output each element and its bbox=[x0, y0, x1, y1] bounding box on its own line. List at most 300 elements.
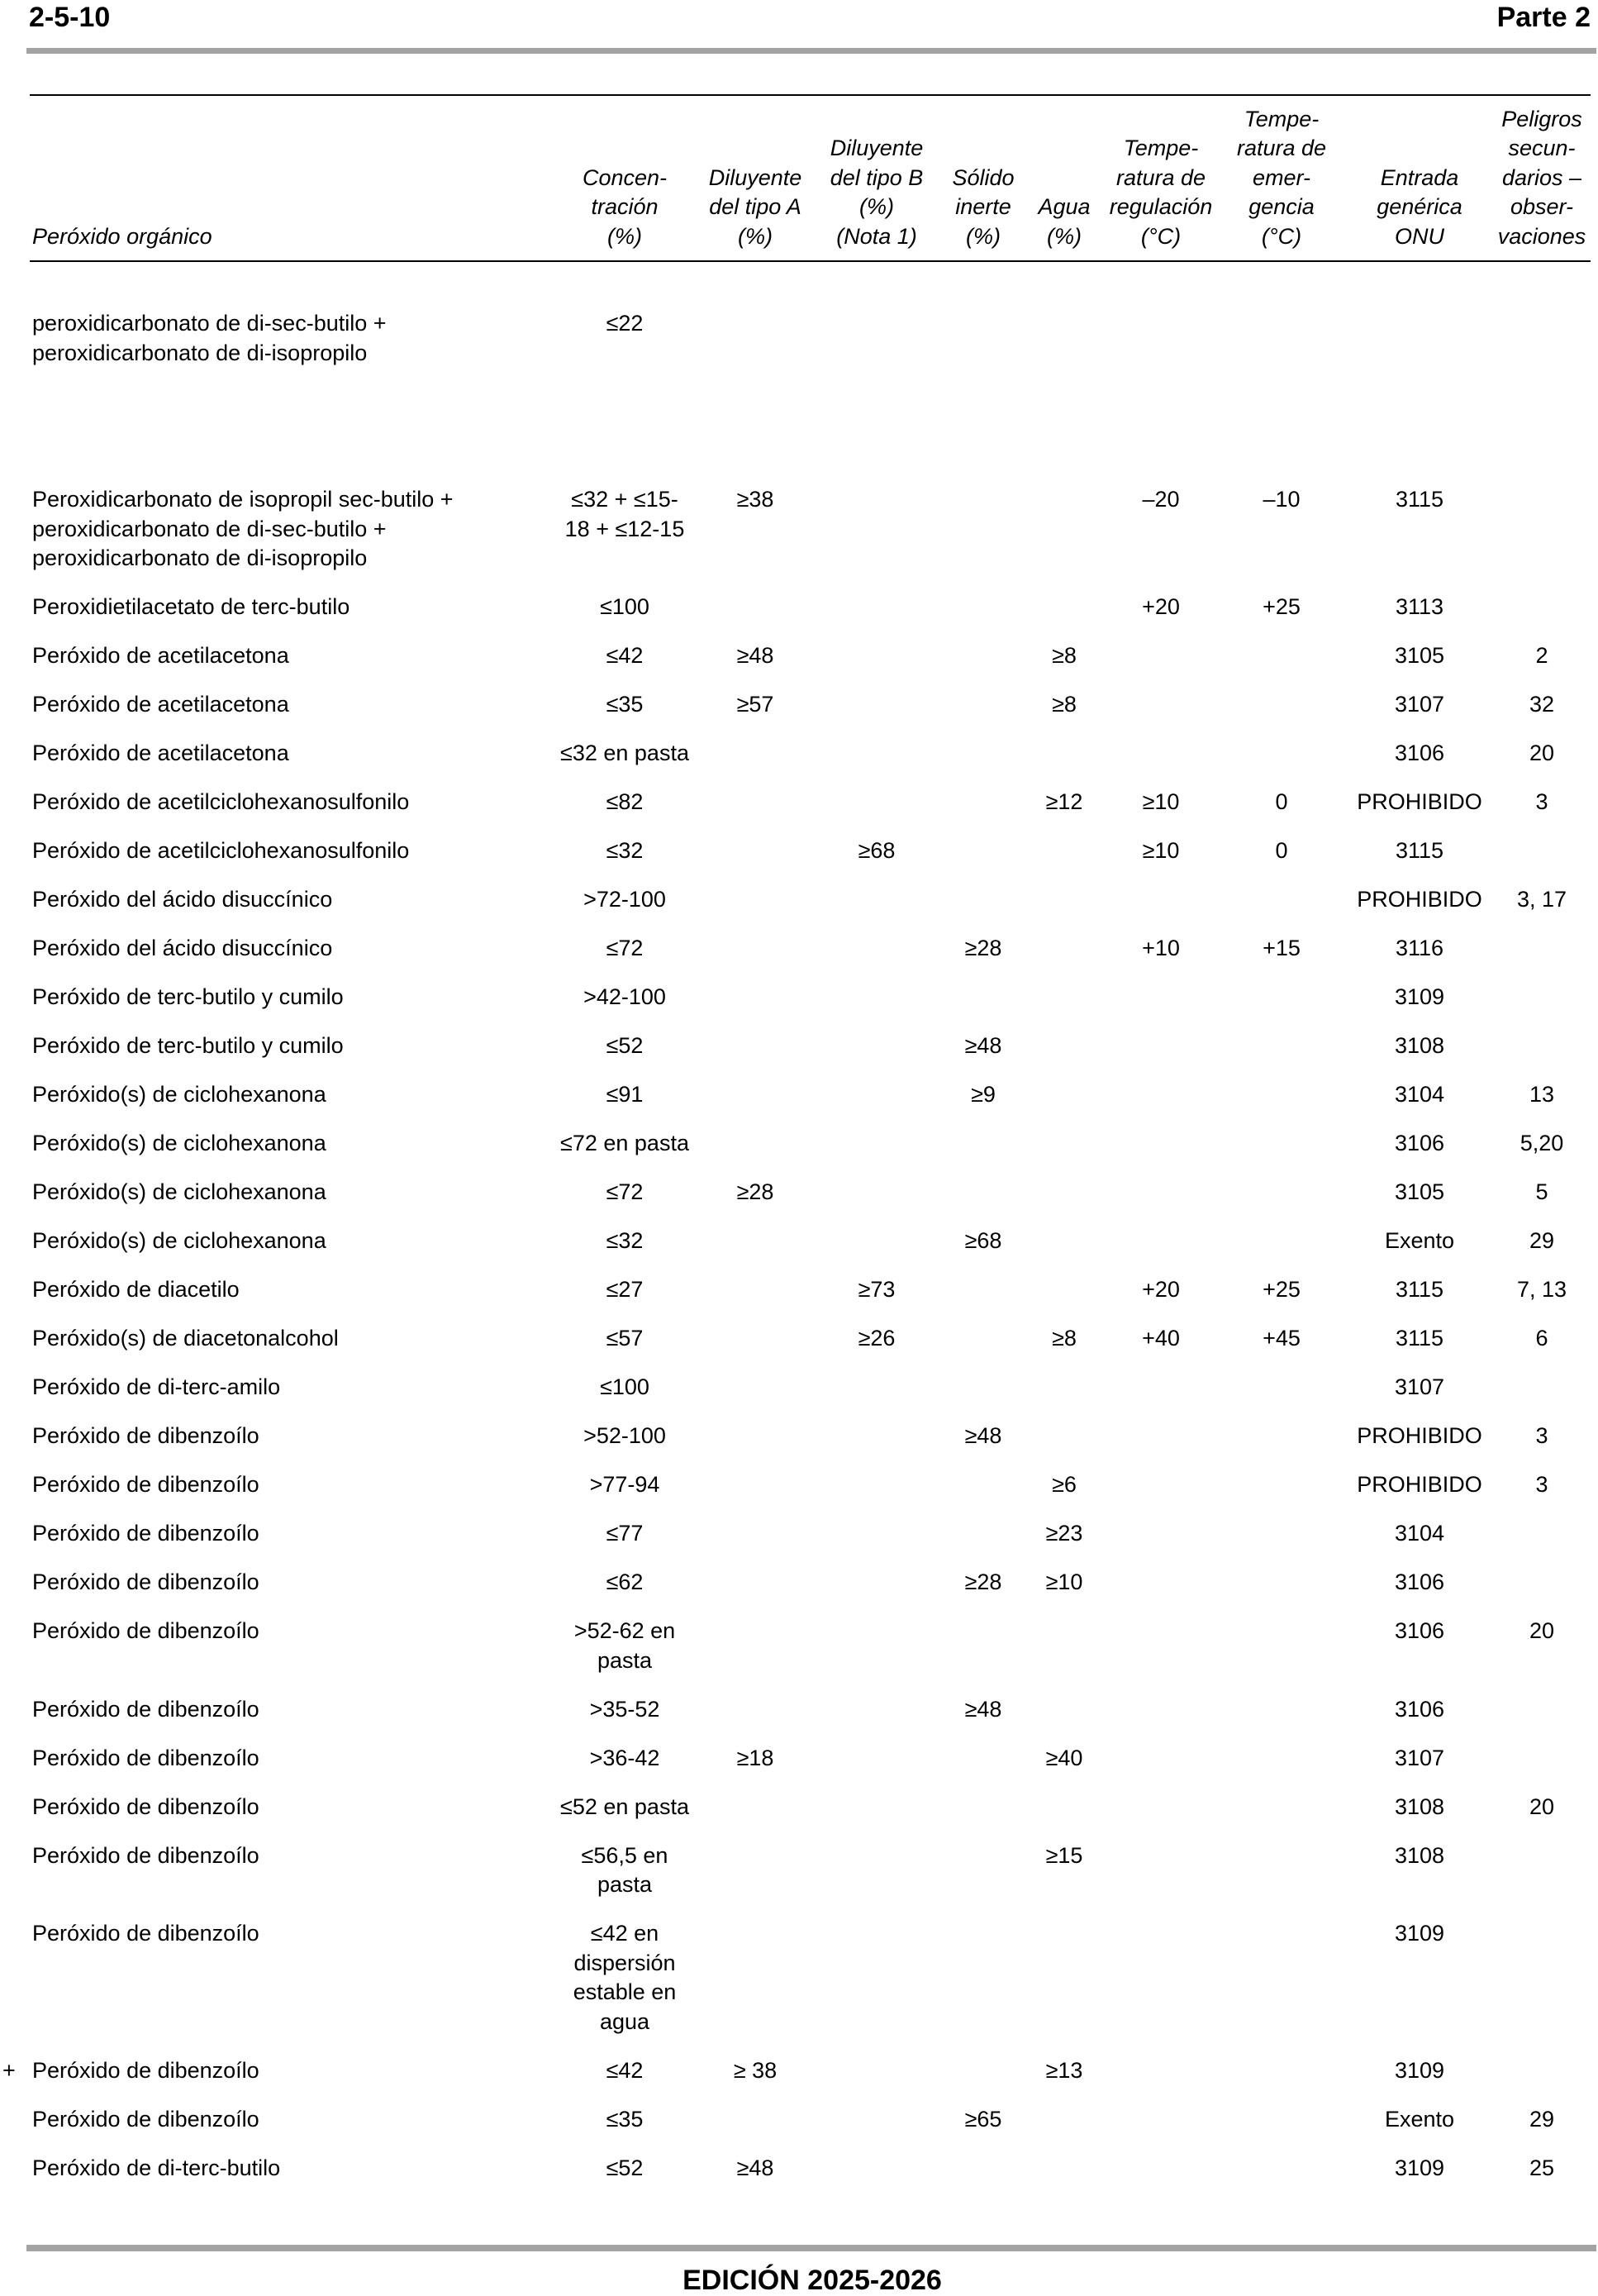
cell-diluent-type-b bbox=[811, 2056, 942, 2086]
cell-diluent-type-b bbox=[811, 1519, 942, 1549]
cell-concentration: >36-42 bbox=[589, 1745, 660, 1770]
cell-concentration: ≤91 bbox=[606, 1082, 644, 1107]
table-row bbox=[30, 1373, 1590, 1422]
cell-un-generic-entry: 3113 bbox=[1395, 594, 1444, 619]
cell-control-temperature: ≥10 bbox=[1142, 838, 1180, 863]
cell-organic-peroxide: peroxidicarbonato de di-sec-butilo + peroxidicarbonato de di-isopropilo bbox=[32, 311, 387, 365]
cell-inert-solid bbox=[942, 2056, 1025, 2086]
cell-diluent-type-a bbox=[699, 1227, 811, 1256]
cell-un-generic-entry: 3105 bbox=[1394, 1179, 1445, 1204]
column-header-un-generic-entry: Entrada genérica ONU bbox=[1377, 164, 1462, 249]
cell-diluent-type-b: ≥68 bbox=[858, 838, 896, 863]
cell-organic-peroxide: Peróxido del ácido disuccínico bbox=[32, 887, 333, 912]
cell-diluent-type-a bbox=[699, 983, 811, 1012]
cell-diluent-type-b: ≥73 bbox=[858, 1277, 896, 1302]
cell-diluent-type-a bbox=[699, 1031, 811, 1061]
cell-inert-solid: ≥48 bbox=[964, 1423, 1002, 1448]
cell-emergency-temperature: –10 bbox=[1263, 487, 1301, 512]
cell-emergency-temperature: +45 bbox=[1263, 1326, 1301, 1350]
cell-diluent-type-a bbox=[699, 2105, 811, 2135]
cell-diluent-type-b bbox=[811, 885, 942, 915]
cell-subsidiary-hazards-remarks: 2 bbox=[1535, 643, 1548, 668]
cell-control-temperature: +20 bbox=[1142, 1277, 1180, 1302]
column-header-inert-solid: Sólido inerte (%) bbox=[952, 164, 1015, 249]
cell-concentration: ≤56,5 en pasta bbox=[581, 1842, 668, 1897]
footer-divider bbox=[26, 2245, 1596, 2251]
cell-un-generic-entry: 3115 bbox=[1395, 487, 1444, 512]
cell-water: ≥8 bbox=[1052, 643, 1077, 668]
revision-marker: + bbox=[2, 2057, 16, 2083]
cell-inert-solid bbox=[942, 1744, 1025, 1774]
cell-inert-solid bbox=[942, 1470, 1025, 1500]
cell-subsidiary-hazards-remarks bbox=[1494, 1519, 1590, 1549]
cell-water: ≥10 bbox=[1045, 1570, 1083, 1594]
cell-un-generic-entry: 3106 bbox=[1394, 1131, 1445, 1155]
cell-un-generic-entry: 3109 bbox=[1394, 1921, 1445, 1946]
cell-organic-peroxide: Peróxido de acetilciclohexanosulfonilo bbox=[32, 838, 410, 863]
cell-inert-solid bbox=[942, 1178, 1025, 1208]
cell-un-generic-entry: 3108 bbox=[1394, 1033, 1445, 1058]
table-row bbox=[30, 1470, 1590, 1519]
cell-inert-solid bbox=[942, 1373, 1025, 1403]
cell-water: ≥8 bbox=[1052, 692, 1077, 717]
cell-un-generic-entry: 3115 bbox=[1395, 1326, 1444, 1350]
cell-diluent-type-a bbox=[699, 934, 811, 964]
cell-subsidiary-hazards-remarks bbox=[1494, 1695, 1590, 1725]
cell-diluent-type-a bbox=[699, 1373, 811, 1403]
cell-diluent-type-b bbox=[811, 1919, 942, 2036]
cell-diluent-type-b bbox=[811, 1178, 942, 1208]
table-row bbox=[30, 1695, 1590, 1744]
cell-control-temperature: +10 bbox=[1142, 936, 1180, 960]
cell-un-generic-entry: Exento bbox=[1384, 2106, 1455, 2132]
cell-un-generic-entry: 3108 bbox=[1394, 1793, 1445, 1819]
table-row bbox=[30, 690, 1590, 739]
cell-un-generic-entry: PROHIBIDO bbox=[1357, 789, 1482, 814]
cell-organic-peroxide: Peróxido(s) de diacetonalcohol bbox=[32, 1326, 339, 1350]
table-row bbox=[30, 1275, 1590, 1324]
cell-subsidiary-hazards-remarks bbox=[1494, 1373, 1590, 1403]
cell-un-generic-entry: 3106 bbox=[1394, 1570, 1445, 1594]
cell-water bbox=[1025, 1793, 1104, 1822]
cell-diluent-type-a: ≥18 bbox=[736, 1745, 774, 1770]
cell-concentration: ≤42 bbox=[606, 643, 644, 668]
table-row bbox=[30, 934, 1590, 983]
cell-water bbox=[1025, 1275, 1104, 1305]
cell-subsidiary-hazards-remarks: 3, 17 bbox=[1516, 887, 1567, 912]
table-row bbox=[2, 2056, 1590, 2105]
cell-un-generic-entry: 3109 bbox=[1394, 984, 1445, 1009]
cell-control-temperature bbox=[1104, 1568, 1218, 1598]
cell-control-temperature bbox=[1104, 739, 1218, 769]
cell-control-temperature: +20 bbox=[1142, 594, 1180, 619]
cell-control-temperature bbox=[1104, 1178, 1218, 1208]
cell-diluent-type-b bbox=[811, 1744, 942, 1774]
cell-organic-peroxide: Peróxido de acetilacetona bbox=[32, 741, 289, 765]
cell-control-temperature bbox=[1104, 1617, 1218, 1675]
cell-emergency-temperature: +15 bbox=[1263, 936, 1301, 960]
cell-diluent-type-b bbox=[811, 1080, 942, 1110]
cell-inert-solid bbox=[942, 885, 1025, 915]
cell-diluent-type-b bbox=[811, 1695, 942, 1725]
cell-organic-peroxide: Peróxido de dibenzoílo bbox=[32, 1472, 259, 1497]
cell-control-temperature bbox=[1104, 1080, 1218, 1110]
cell-emergency-temperature: +25 bbox=[1263, 1277, 1301, 1302]
cell-subsidiary-hazards-remarks: 5,20 bbox=[1520, 1131, 1564, 1155]
cell-water bbox=[1025, 1373, 1104, 1403]
cell-diluent-type-b bbox=[811, 1031, 942, 1061]
cell-subsidiary-hazards-remarks bbox=[1494, 1744, 1590, 1774]
cell-diluent-type-a bbox=[699, 788, 811, 817]
cell-organic-peroxide: Peróxido de dibenzoílo bbox=[32, 1793, 259, 1819]
cell-concentration: ≤35 bbox=[606, 2106, 644, 2132]
cell-concentration: ≤52 bbox=[606, 2155, 644, 2180]
cell-inert-solid: ≥9 bbox=[971, 1082, 996, 1107]
cell-organic-peroxide: Peróxido de dibenzoílo bbox=[32, 1745, 259, 1770]
cell-concentration: ≤62 bbox=[606, 1570, 644, 1594]
cell-diluent-type-a bbox=[699, 1568, 811, 1598]
cell-water: ≥13 bbox=[1045, 2057, 1083, 2083]
cell-emergency-temperature bbox=[1218, 739, 1345, 769]
column-header-row bbox=[30, 97, 1590, 251]
cell-control-temperature bbox=[1104, 641, 1218, 671]
cell-organic-peroxide: Peróxido(s) de ciclohexanona bbox=[32, 1228, 326, 1253]
cell-inert-solid bbox=[942, 690, 1025, 720]
table-row bbox=[30, 836, 1590, 885]
cell-water: ≥8 bbox=[1052, 1326, 1077, 1350]
cell-un-generic-entry: 3107 bbox=[1394, 1374, 1445, 1399]
cell-diluent-type-b bbox=[811, 593, 942, 622]
cell-organic-peroxide: Peróxido de dibenzoílo bbox=[32, 1921, 259, 1946]
cell-diluent-type-b bbox=[811, 1422, 942, 1451]
cell-un-generic-entry: 3105 bbox=[1394, 643, 1445, 668]
table-row bbox=[30, 2154, 1590, 2203]
cell-inert-solid bbox=[942, 739, 1025, 769]
cell-water bbox=[1025, 2105, 1104, 2135]
cell-diluent-type-b bbox=[811, 1568, 942, 1598]
cell-organic-peroxide: Peróxido de di-terc-amilo bbox=[32, 1374, 281, 1399]
cell-concentration: >72-100 bbox=[583, 887, 666, 912]
cell-un-generic-entry: 3116 bbox=[1395, 936, 1444, 960]
cell-emergency-temperature bbox=[1218, 1470, 1345, 1500]
cell-diluent-type-a bbox=[699, 1617, 811, 1675]
cell-emergency-temperature bbox=[1218, 2105, 1345, 2135]
cell-water bbox=[1025, 593, 1104, 622]
cell-un-generic-entry: 3106 bbox=[1394, 741, 1445, 765]
cell-diluent-type-a: ≥38 bbox=[736, 487, 774, 512]
cell-subsidiary-hazards-remarks bbox=[1494, 983, 1590, 1012]
cell-diluent-type-a bbox=[699, 1324, 811, 1354]
cell-concentration: ≤57 bbox=[606, 1326, 644, 1350]
cell-control-temperature: –20 bbox=[1142, 487, 1180, 512]
cell-control-temperature bbox=[1104, 1793, 1218, 1822]
cell-organic-peroxide: Peróxido(s) de ciclohexanona bbox=[32, 1179, 326, 1204]
cell-concentration: >52-62 en pasta bbox=[573, 1618, 676, 1673]
cell-control-temperature bbox=[1104, 2154, 1218, 2184]
cell-concentration: ≤32 bbox=[606, 1228, 644, 1253]
cell-water bbox=[1025, 1617, 1104, 1675]
table-row bbox=[30, 1519, 1590, 1568]
cell-subsidiary-hazards-remarks bbox=[1494, 1568, 1590, 1598]
cell-control-temperature bbox=[1104, 1695, 1218, 1725]
cell-emergency-temperature bbox=[1218, 690, 1345, 720]
column-header-emergency-temperature: Tempe- ratura de emer- gencia (°C) bbox=[1236, 106, 1327, 249]
cell-control-temperature bbox=[1104, 983, 1218, 1012]
cell-inert-solid bbox=[942, 1841, 1025, 1900]
cell-water bbox=[1025, 1227, 1104, 1256]
cell-emergency-temperature: 0 bbox=[1275, 838, 1288, 863]
cell-organic-peroxide: Peróxido de dibenzoílo bbox=[32, 1521, 259, 1546]
cell-control-temperature bbox=[1104, 885, 1218, 915]
cell-diluent-type-b bbox=[811, 788, 942, 817]
cell-concentration: >42-100 bbox=[583, 984, 666, 1009]
table-row bbox=[30, 1031, 1590, 1080]
cell-control-temperature bbox=[1104, 1422, 1218, 1451]
cell-subsidiary-hazards-remarks: 7, 13 bbox=[1516, 1277, 1567, 1302]
cell-diluent-type-b bbox=[811, 1470, 942, 1500]
cell-emergency-temperature: +25 bbox=[1263, 594, 1301, 619]
cell-diluent-type-b bbox=[811, 1841, 942, 1900]
table-row bbox=[30, 2105, 1590, 2154]
column-header-water: Agua (%) bbox=[1038, 194, 1091, 249]
cell-subsidiary-hazards-remarks: 20 bbox=[1529, 1618, 1555, 1643]
cell-organic-peroxide: Peróxido(s) de ciclohexanona bbox=[32, 1131, 326, 1155]
column-header-subsidiary-hazards-remarks: Peligros secun- darios – obser- vaciones bbox=[1497, 106, 1586, 249]
cell-diluent-type-b bbox=[811, 1373, 942, 1403]
cell-subsidiary-hazards-remarks bbox=[1494, 309, 1590, 368]
table-row bbox=[30, 788, 1590, 836]
cell-subsidiary-hazards-remarks: 3 bbox=[1535, 1472, 1548, 1497]
cell-concentration: ≤72 bbox=[606, 1179, 644, 1204]
cell-water bbox=[1025, 1422, 1104, 1451]
cell-subsidiary-hazards-remarks: 29 bbox=[1529, 1228, 1555, 1253]
table-header-rule bbox=[30, 260, 1591, 262]
cell-subsidiary-hazards-remarks: 5 bbox=[1535, 1179, 1548, 1204]
cell-inert-solid: ≥28 bbox=[964, 936, 1002, 960]
header-divider bbox=[26, 48, 1596, 54]
cell-inert-solid bbox=[942, 1793, 1025, 1822]
cell-diluent-type-a bbox=[699, 1695, 811, 1725]
cell-organic-peroxide: Peróxido de diacetilo bbox=[32, 1277, 240, 1302]
cell-un-generic-entry: 3106 bbox=[1394, 1618, 1445, 1643]
cell-control-temperature bbox=[1104, 2105, 1218, 2135]
cell-subsidiary-hazards-remarks bbox=[1494, 1841, 1590, 1900]
cell-inert-solid bbox=[942, 593, 1025, 622]
cell-water bbox=[1025, 1129, 1104, 1159]
cell-subsidiary-hazards-remarks bbox=[1494, 2056, 1590, 2086]
cell-un-generic-entry: Exento bbox=[1384, 1228, 1455, 1253]
cell-inert-solid bbox=[942, 309, 1025, 368]
cell-subsidiary-hazards-remarks: 29 bbox=[1529, 2106, 1555, 2132]
cell-control-temperature bbox=[1104, 1841, 1218, 1900]
cell-water bbox=[1025, 885, 1104, 915]
cell-diluent-type-a: ≥57 bbox=[736, 692, 774, 717]
cell-water bbox=[1025, 836, 1104, 866]
table-row bbox=[30, 485, 1590, 593]
cell-emergency-temperature bbox=[1218, 2056, 1345, 2086]
cell-diluent-type-a bbox=[699, 1470, 811, 1500]
cell-diluent-type-a bbox=[699, 1519, 811, 1549]
cell-concentration: >77-94 bbox=[589, 1472, 660, 1497]
cell-organic-peroxide: Peróxido de terc-butilo y cumilo bbox=[32, 1033, 344, 1058]
cell-emergency-temperature bbox=[1218, 1080, 1345, 1110]
table-row bbox=[30, 1227, 1590, 1275]
cell-inert-solid bbox=[942, 983, 1025, 1012]
cell-subsidiary-hazards-remarks: 6 bbox=[1535, 1326, 1548, 1350]
table-body bbox=[2, 309, 1590, 2203]
cell-water bbox=[1025, 739, 1104, 769]
cell-diluent-type-a bbox=[699, 836, 811, 866]
table-row bbox=[30, 739, 1590, 788]
cell-control-temperature bbox=[1104, 1129, 1218, 1159]
cell-un-generic-entry bbox=[1345, 309, 1494, 368]
cell-emergency-temperature bbox=[1218, 1031, 1345, 1061]
cell-diluent-type-a: ≥28 bbox=[736, 1179, 774, 1204]
cell-diluent-type-a bbox=[699, 1422, 811, 1451]
cell-diluent-type-a bbox=[699, 309, 811, 368]
cell-water bbox=[1025, 1080, 1104, 1110]
cell-control-temperature bbox=[1104, 1373, 1218, 1403]
cell-inert-solid: ≥65 bbox=[964, 2106, 1002, 2132]
cell-diluent-type-a: ≥48 bbox=[736, 643, 774, 668]
cell-inert-solid: ≥48 bbox=[964, 1033, 1002, 1058]
cell-emergency-temperature bbox=[1218, 2154, 1345, 2184]
table-row bbox=[30, 1793, 1590, 1841]
cell-water bbox=[1025, 934, 1104, 964]
table-row bbox=[30, 593, 1590, 641]
cell-water bbox=[1025, 983, 1104, 1012]
cell-inert-solid bbox=[942, 1275, 1025, 1305]
cell-diluent-type-a bbox=[699, 1080, 811, 1110]
cell-subsidiary-hazards-remarks: 3 bbox=[1535, 789, 1548, 814]
cell-emergency-temperature bbox=[1218, 1129, 1345, 1159]
table-row bbox=[30, 1617, 1590, 1695]
table-row bbox=[30, 1129, 1590, 1178]
cell-organic-peroxide: Peróxido de dibenzoílo bbox=[32, 1696, 259, 1722]
cell-emergency-temperature bbox=[1218, 1422, 1345, 1451]
cell-inert-solid bbox=[942, 641, 1025, 671]
cell-inert-solid: ≥28 bbox=[964, 1570, 1002, 1594]
cell-concentration: ≤52 bbox=[606, 1033, 644, 1058]
cell-water: ≥15 bbox=[1045, 1842, 1083, 1868]
cell-emergency-temperature bbox=[1218, 1919, 1345, 2036]
cell-subsidiary-hazards-remarks bbox=[1494, 593, 1590, 622]
table-row bbox=[30, 885, 1590, 934]
cell-diluent-type-b bbox=[811, 739, 942, 769]
cell-inert-solid bbox=[942, 836, 1025, 866]
cell-diluent-type-b: ≥26 bbox=[858, 1326, 896, 1350]
table-row bbox=[30, 1178, 1590, 1227]
cell-subsidiary-hazards-remarks bbox=[1494, 485, 1590, 574]
cell-concentration: ≤100 bbox=[600, 1374, 649, 1399]
cell-diluent-type-b bbox=[811, 1793, 942, 1822]
cell-control-temperature: ≥10 bbox=[1142, 789, 1180, 814]
table-top-rule bbox=[30, 94, 1591, 96]
cell-diluent-type-b bbox=[811, 485, 942, 574]
cell-inert-solid bbox=[942, 485, 1025, 574]
cell-inert-solid bbox=[942, 1919, 1025, 2036]
cell-organic-peroxide: Peróxido de dibenzoílo bbox=[32, 2057, 259, 2083]
cell-diluent-type-b bbox=[811, 934, 942, 964]
cell-inert-solid bbox=[942, 1129, 1025, 1159]
cell-emergency-temperature bbox=[1218, 885, 1345, 915]
cell-emergency-temperature bbox=[1218, 1568, 1345, 1598]
cell-diluent-type-a bbox=[699, 1275, 811, 1305]
cell-water: ≥12 bbox=[1045, 789, 1083, 814]
cell-organic-peroxide: Peróxido de acetilciclohexanosulfonilo bbox=[32, 789, 410, 814]
cell-un-generic-entry: 3106 bbox=[1394, 1696, 1445, 1722]
cell-emergency-temperature: 0 bbox=[1275, 789, 1288, 814]
column-header-organic-peroxide: Peróxido orgánico bbox=[32, 223, 212, 249]
cell-emergency-temperature bbox=[1218, 1841, 1345, 1900]
cell-subsidiary-hazards-remarks: 20 bbox=[1529, 741, 1555, 765]
cell-subsidiary-hazards-remarks: 13 bbox=[1529, 1082, 1555, 1107]
cell-water bbox=[1025, 309, 1104, 368]
cell-emergency-temperature bbox=[1218, 1617, 1345, 1675]
cell-concentration: >35-52 bbox=[589, 1696, 660, 1722]
table-row bbox=[30, 1744, 1590, 1793]
cell-concentration: ≤32 en pasta bbox=[560, 741, 689, 765]
cell-emergency-temperature bbox=[1218, 1744, 1345, 1774]
cell-concentration: >52-100 bbox=[583, 1423, 666, 1448]
cell-subsidiary-hazards-remarks bbox=[1494, 836, 1590, 866]
cell-diluent-type-b bbox=[811, 641, 942, 671]
cell-diluent-type-b bbox=[811, 1617, 942, 1675]
cell-control-temperature bbox=[1104, 1744, 1218, 1774]
cell-water: ≥6 bbox=[1052, 1472, 1077, 1497]
cell-control-temperature bbox=[1104, 309, 1218, 368]
cell-inert-solid bbox=[942, 1519, 1025, 1549]
column-header-diluent-type-a: Diluyente del tipo A (%) bbox=[708, 164, 802, 249]
cell-concentration: ≤32 bbox=[606, 838, 644, 863]
cell-diluent-type-b bbox=[811, 2154, 942, 2184]
table-row bbox=[30, 983, 1590, 1031]
cell-diluent-type-a bbox=[699, 885, 811, 915]
cell-control-temperature bbox=[1104, 1031, 1218, 1061]
cell-emergency-temperature bbox=[1218, 309, 1345, 368]
cell-concentration: ≤42 bbox=[606, 2057, 644, 2083]
cell-organic-peroxide: Peróxido de dibenzoílo bbox=[32, 1842, 259, 1868]
table-row bbox=[30, 1422, 1590, 1470]
table-row bbox=[30, 1841, 1590, 1920]
cell-water bbox=[1025, 1031, 1104, 1061]
cell-diluent-type-a bbox=[699, 1841, 811, 1900]
cell-water bbox=[1025, 485, 1104, 574]
cell-diluent-type-b bbox=[811, 690, 942, 720]
cell-un-generic-entry: PROHIBIDO bbox=[1357, 1472, 1482, 1497]
cell-un-generic-entry: PROHIBIDO bbox=[1357, 1423, 1482, 1448]
column-header-diluent-type-b: Diluyente del tipo B (%) (Nota 1) bbox=[830, 136, 924, 249]
cell-un-generic-entry: 3109 bbox=[1394, 2155, 1445, 2180]
column-header-concentration: Concen- tración (%) bbox=[582, 164, 668, 249]
cell-inert-solid bbox=[942, 1617, 1025, 1675]
cell-concentration: ≤77 bbox=[606, 1521, 644, 1546]
cell-concentration: ≤32 + ≤15- 18 + ≤12-15 bbox=[564, 487, 685, 541]
cell-subsidiary-hazards-remarks bbox=[1494, 1919, 1590, 2036]
cell-control-temperature: +40 bbox=[1142, 1326, 1180, 1350]
table-row bbox=[30, 1080, 1590, 1129]
cell-inert-solid: ≥48 bbox=[964, 1696, 1002, 1722]
cell-organic-peroxide: Peróxido de dibenzoílo bbox=[32, 2106, 259, 2132]
cell-emergency-temperature bbox=[1218, 1695, 1345, 1725]
cell-organic-peroxide: Peróxido de dibenzoílo bbox=[32, 1618, 259, 1643]
cell-organic-peroxide: Peróxido de dibenzoílo bbox=[32, 1570, 259, 1594]
cell-concentration: ≤100 bbox=[600, 594, 649, 619]
cell-diluent-type-b bbox=[811, 309, 942, 368]
cell-emergency-temperature bbox=[1218, 1373, 1345, 1403]
cell-diluent-type-a bbox=[699, 1919, 811, 2036]
cell-emergency-temperature bbox=[1218, 1178, 1345, 1208]
